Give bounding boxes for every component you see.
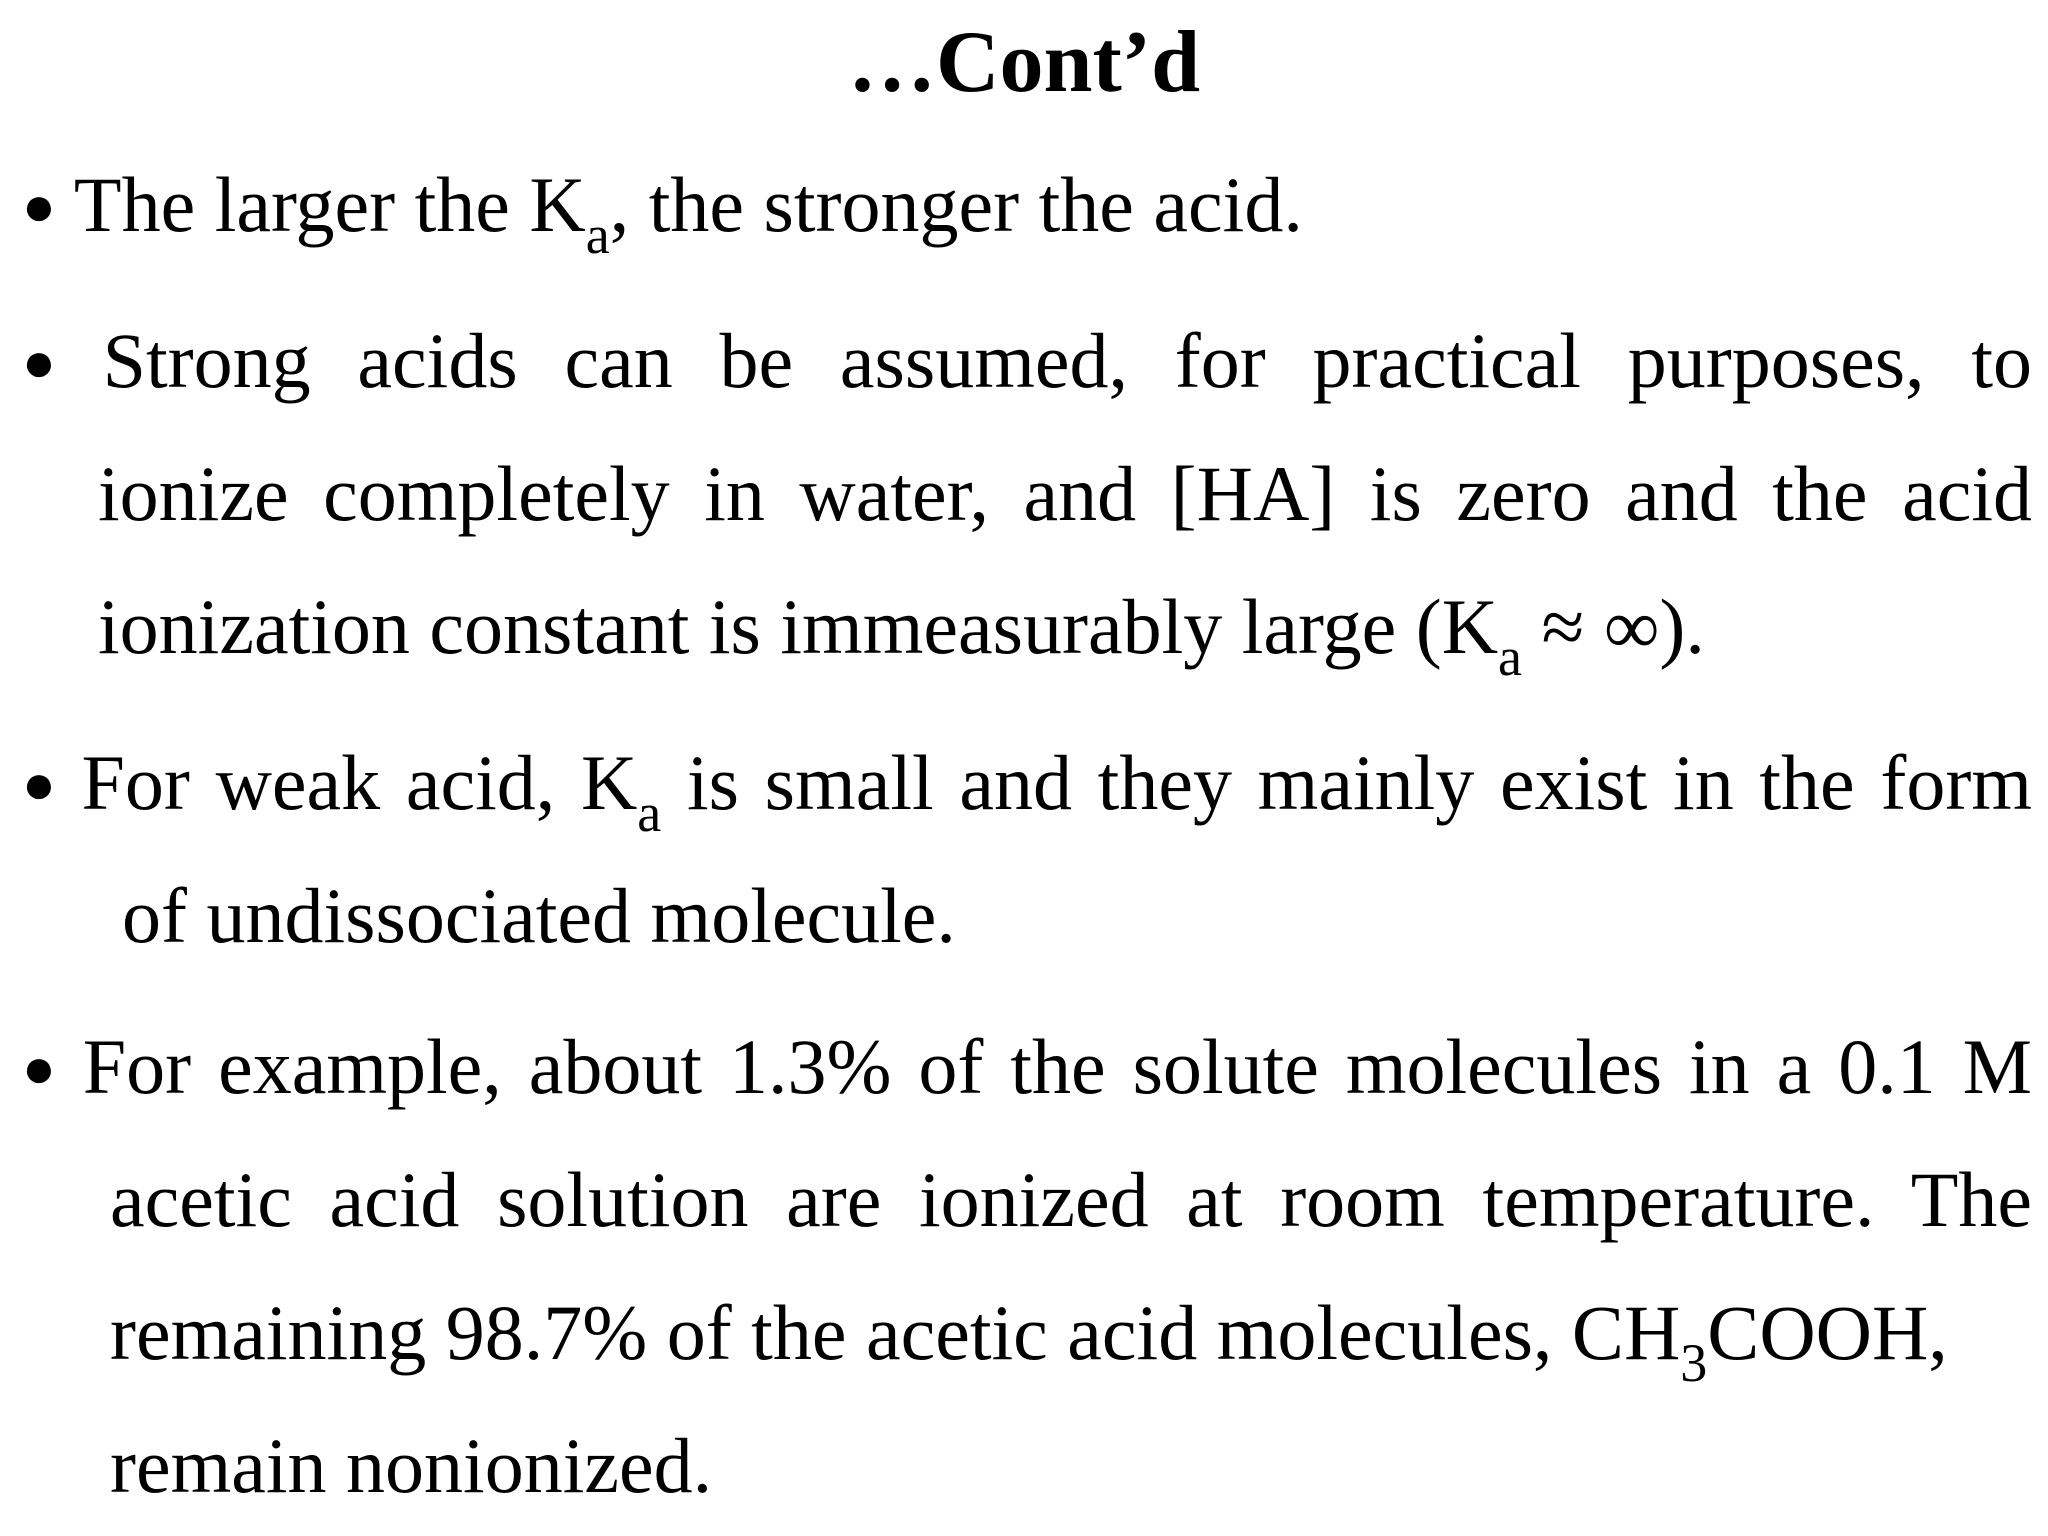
bullet-2-text-3-post: ≈ ∞). — [1522, 583, 1705, 670]
bullet-2-line-2 — [98, 449, 2032, 539]
bullet-4-text-1: For example, about 1.3% of the solute molecules in a 0.1 M — [82, 1023, 2032, 1110]
bullet-4-text-4: remain nonionized. — [110, 1422, 713, 1509]
slide-title: …Cont’d — [847, 14, 1201, 111]
bullet-4-marker: ● — [22, 1038, 56, 1100]
bullet-2-marker: ● — [22, 332, 56, 394]
bullet-1-text-post: , the stronger the acid. — [609, 161, 1303, 248]
bullet-3-marker: ● — [22, 754, 56, 816]
bullet-3-subscript: a — [637, 783, 662, 843]
bullet-1-marker: ● — [22, 176, 56, 238]
bullet-1-line-1 — [22, 160, 1303, 265]
bullet-3-text-1-post: is small and they mainly exist in the form — [661, 739, 2032, 826]
bullet-2-line-3 — [98, 582, 1705, 687]
bullet-3-text-1-pre: For weak acid, K — [81, 739, 638, 826]
bullet-4-text-3-pre: remaining 98.7% of the acetic acid molecules, CH — [110, 1289, 1681, 1376]
bullet-3-line-1 — [22, 738, 2032, 843]
bullet-4-line-3 — [110, 1288, 1948, 1393]
bullet-1-text-pre: The larger the K — [73, 161, 586, 248]
bullet-2-subscript: a — [1498, 627, 1523, 687]
bullet-4-line-4 — [110, 1421, 712, 1511]
bullet-4-line-1 — [22, 1022, 2032, 1112]
bullet-4-text-2: acetic acid solution are ionized at room temperature. The — [110, 1156, 2032, 1243]
bullet-3-line-2 — [122, 871, 956, 961]
bullet-4-line-2 — [110, 1155, 2032, 1245]
bullet-1-subscript: a — [585, 205, 610, 265]
bullet-4-subscript: 3 — [1680, 1333, 1708, 1393]
bullet-3-text-2: of undissociated molecule. — [122, 872, 956, 959]
bullet-2-line-1 — [22, 316, 2032, 406]
bullet-2-text-2: ionize completely in water, and [HA] is zero and the acid — [98, 450, 2032, 537]
bullet-2-text-1: Strong acids can be assumed, for practical purposes, to — [102, 317, 2032, 404]
bullet-2-text-3-pre: ionization constant is immeasurably large (K — [98, 583, 1499, 670]
bullet-4-text-3-post: COOH, — [1707, 1289, 1948, 1376]
